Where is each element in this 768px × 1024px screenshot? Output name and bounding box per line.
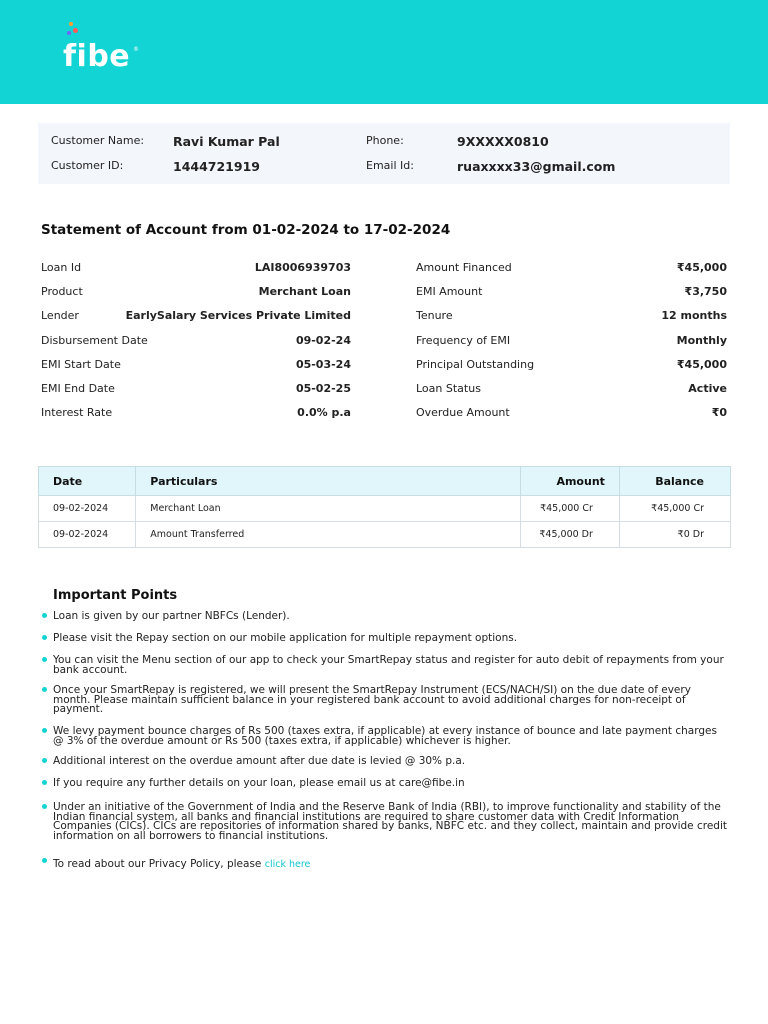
point-text: Additional interest on the overdue amount after due date is levied @ 30% p.a. (53, 755, 466, 767)
fibe-logo (62, 22, 142, 74)
logo-registered-mark: ® (133, 46, 139, 53)
emi-start-date-label: EMI Start Date (41, 358, 121, 371)
logo-dot-orange (69, 22, 73, 26)
point-text: Please visit the Repay section on our mobile application for multiple repayment options. (53, 632, 518, 644)
point-text: Loan is given by our partner NBFCs (Lender). (53, 610, 290, 622)
emi-end-date-value: 05-02-25 (295, 382, 351, 395)
important-points-title: Important Points (53, 588, 178, 603)
header-date: Date (39, 467, 136, 496)
logo-wordmark: fibe (63, 39, 131, 74)
cell-amount: ₹45,000 Dr (520, 522, 619, 548)
phone-label: Phone: (366, 134, 404, 147)
tenure-label: Tenure (416, 309, 453, 322)
loan-id-value: LAI8006939703 (254, 261, 351, 274)
list-item (53, 686, 728, 715)
list-item (53, 727, 728, 746)
emi-start-date-value: 05-03-24 (295, 358, 351, 371)
logo-dot-red (73, 28, 78, 33)
cell-balance: ₹45,000 Cr (619, 496, 730, 522)
email-label: Email Id: (366, 159, 414, 172)
emi-end-date-label: EMI End Date (41, 382, 115, 395)
header-balance: Balance (619, 467, 730, 496)
privacy-policy-item (53, 860, 728, 870)
cell-amount: ₹45,000 Cr (520, 496, 619, 522)
list-item (53, 803, 728, 841)
amount-financed-value: ₹45,000 (676, 261, 727, 274)
cell-date: 09-02-2024 (39, 522, 136, 548)
point-text: You can visit the Menu section of our app to check your SmartRepay status and register for auto debit of repayments from your bank account. (53, 654, 724, 676)
logo-dot-purple (67, 31, 71, 35)
interest-rate-label: Interest Rate (41, 406, 113, 419)
table-header-row (39, 467, 731, 496)
emi-frequency-label: Frequency of EMI (416, 334, 511, 347)
privacy-policy-link[interactable]: click here (264, 859, 311, 870)
customer-id-value: 1444721919 (173, 159, 260, 174)
bullet-dot (42, 858, 47, 863)
lender-value: EarlySalary Services Private Limited (125, 309, 351, 322)
privacy-policy-text: To read about our Privacy Policy, please (53, 858, 265, 870)
bullet-dot (42, 687, 47, 692)
cell-particulars: Merchant Loan (136, 496, 520, 522)
point-text: Once your SmartRepay is registered, we will present the SmartRepay Instrument (ECS/NACH/SI) on the due date of every month. Please maintain sufficient balance in your registered bank account to avoid additional charges for non-receipt of payment. (53, 684, 691, 716)
cell-particulars: Amount Transferred (136, 522, 520, 548)
table-row (39, 496, 731, 522)
emi-amount-label: EMI Amount (416, 285, 483, 298)
transactions-table (38, 466, 731, 548)
bullet-dot (42, 657, 47, 662)
list-item (53, 779, 728, 789)
header-amount: Amount (520, 467, 619, 496)
bullet-dot (42, 728, 47, 733)
list-item (53, 656, 728, 675)
customer-id-label: Customer ID: (51, 159, 124, 172)
point-text: Under an initiative of the Government of India and the Reserve Bank of India (RBI), to improve functionality and stability of the Indian financial system, all banks and financial institutions are required to share customer data with Credit Information Companies (CICs). CICs are repositories of information shared by banks, NBFC etc. and they collect, maintain and provide credit information on all borrowers to financial institutions. (53, 801, 727, 842)
product-value: Merchant Loan (258, 285, 351, 298)
lender-label: Lender (41, 309, 79, 322)
header-particulars: Particulars (136, 467, 520, 496)
amount-financed-label: Amount Financed (416, 261, 512, 274)
customer-info-box (38, 123, 730, 184)
list-item (53, 757, 728, 767)
bullet-dot (42, 635, 47, 640)
disbursement-date-value: 09-02-24 (295, 334, 351, 347)
point-text: If you require any further details on your loan, please email us at care@fibe.in (53, 777, 465, 789)
bullet-dot (42, 613, 47, 618)
loan-id-label: Loan Id (41, 261, 82, 274)
emi-frequency-value: Monthly (676, 334, 727, 347)
product-label: Product (41, 285, 83, 298)
overdue-amount-label: Overdue Amount (416, 406, 510, 419)
header-banner (0, 0, 768, 104)
principal-outstanding-label: Principal Outstanding (416, 358, 535, 371)
list-item (53, 612, 728, 622)
email-value: ruaxxxx33@gmail.com (457, 159, 616, 174)
loan-status-value: Active (688, 382, 727, 395)
customer-name-label: Customer Name: (51, 134, 145, 147)
tenure-value: 12 months (661, 309, 727, 322)
bullet-dot (42, 780, 47, 785)
bullet-dot (42, 758, 47, 763)
disbursement-date-label: Disbursement Date (41, 334, 148, 347)
interest-rate-value: 0.0% p.a (297, 406, 351, 419)
emi-amount-value: ₹3,750 (684, 285, 727, 298)
customer-name-value: Ravi Kumar Pal (173, 134, 280, 149)
phone-value: 9XXXXX0810 (457, 134, 549, 149)
overdue-amount-value: ₹0 (711, 406, 727, 419)
table-row (39, 522, 731, 548)
statement-title: Statement of Account from 01-02-2024 to 17-02-2024 (41, 222, 451, 238)
cell-date: 09-02-2024 (39, 496, 136, 522)
principal-outstanding-value: ₹45,000 (676, 358, 727, 371)
loan-status-label: Loan Status (416, 382, 481, 395)
bullet-dot (42, 804, 47, 809)
point-text: We levy payment bounce charges of Rs 500 (taxes extra, if applicable) at every instance of bounce and late payment charges @ 3% of the overdue amount or Rs 500 (taxes extra, if applicable) whichever is higher. (53, 725, 717, 747)
list-item (53, 634, 728, 644)
cell-balance: ₹0 Dr (619, 522, 730, 548)
